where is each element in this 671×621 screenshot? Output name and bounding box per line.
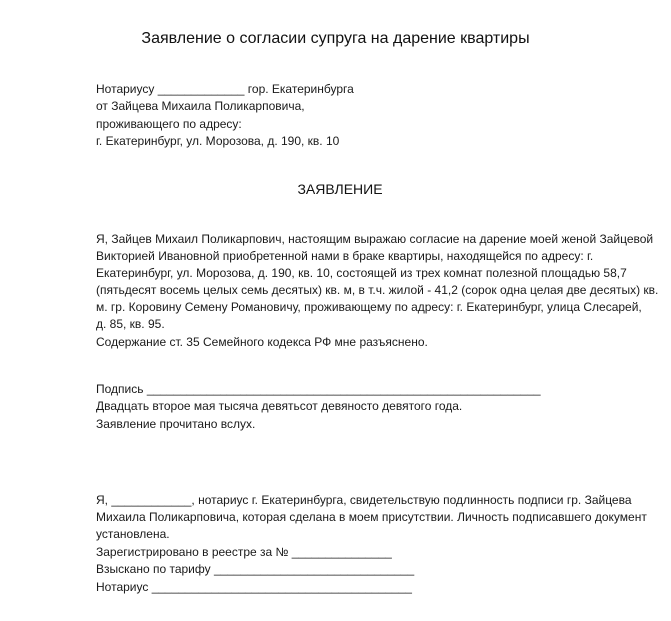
body-line: Викторией Ивановной приобретенной нами в браке квартиры, находящейся по адресу: г. [96,249,594,263]
body-line: м. гр. Коровину Семену Романовичу, проживающему по адресу: г. Екатеринбург, улица Слесарей, [96,300,642,314]
notary-line: установлена. [96,527,170,541]
body-line: (пятьдесят восемь целых семь десятых) кв. м, в т.ч. жилой - 41,2 (сорок одна целая две десятых) кв. [96,283,659,297]
document-title: Заявление о согласии супруга на дарение квартиры [141,30,530,47]
body-line: Я, Зайцев Михаил Поликарпович, настоящим выражаю согласие на дарение моей женой Зайцевой [96,232,654,246]
notary-line: Я, ____________, нотариус г. Екатеринбурга, свидетельствую подлинность подписи гр. Зайцева [96,493,632,507]
body-line: Екатеринбург, ул. Морозова, д. 190, кв. 10, состоящей из трех комнат полезной площадью 58,7 [96,266,627,280]
signature-line: Подпись ___________________________________________________________ [96,382,541,396]
notary-line: Михаила Поликарповича, которая сделана в моем присутствии. Личность подписавшего документ [96,510,647,524]
header-line-address: г. Екатеринбург, ул. Морозова, д. 190, кв. 10 [96,134,340,148]
statement-heading: ЗАЯВЛЕНИЕ [297,181,383,197]
body-line: д. 85, кв. 95. [96,317,165,331]
signature-date: Двадцать второе мая тысяча девятьсот девяносто девятого года. [96,399,463,413]
body-line: Содержание ст. 35 Семейного кодекса РФ мне разъяснено. [96,335,428,349]
notary-signature-line: Нотариус _______________________________________ [96,580,412,594]
registry-line: Зарегистрировано в реестре за № _______________ [96,545,392,559]
header-line-notary: Нотариусу _____________ гор. Екатеринбурга [96,82,354,96]
signature-read-note: Заявление прочитано вслух. [96,417,256,431]
tariff-line: Взыскано по тарифу ______________________________ [96,562,415,576]
header-line-residing: проживающего по адресу: [96,117,242,131]
header-line-from: от Зайцева Михаила Поликарповича, [96,99,305,113]
